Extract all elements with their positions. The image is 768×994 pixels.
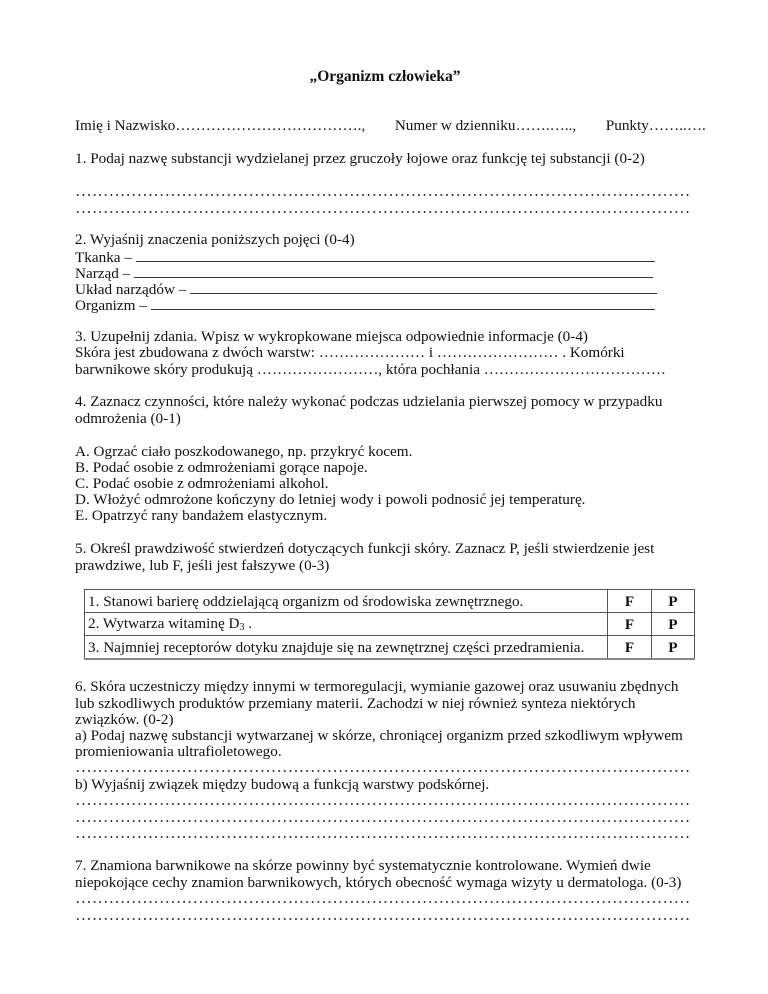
q3-blank-4[interactable]: ……………………………… xyxy=(483,361,666,378)
question-2: 2. Wyjaśnij znaczenia poniższych pojęci (0-4) xyxy=(75,231,355,248)
answer-line-q6b-1[interactable] xyxy=(75,792,691,809)
question-4-line-1: 4. Zaznacz czynności, które należy wykonać podczas udzielania pierwszej pomocy w przypadku xyxy=(75,393,663,410)
answer-line-q7-2[interactable] xyxy=(75,907,691,924)
question-6a-line-2: promieniowania ultrafioletowego. xyxy=(75,743,282,760)
q3-text: barwnikowe skóry produkują xyxy=(75,361,257,378)
answer-line-narzad[interactable] xyxy=(134,264,653,278)
answer-line-q6b-2[interactable] xyxy=(75,809,691,826)
q3-sentence-1 xyxy=(75,344,625,361)
question-6-line-1: 6. Skóra uczestniczy między innymi w termoregulacji, wymianie gazowej oraz usuwaniu zbędnych xyxy=(75,678,679,695)
q3-text: Skóra jest zbudowana z dwóch warstw: xyxy=(75,344,319,361)
false-option[interactable]: F xyxy=(608,590,651,613)
q3-blank-2[interactable]: …………………… xyxy=(436,344,559,361)
name-field[interactable]: ………………………………., xyxy=(175,117,366,134)
answer-line-q6b-3[interactable] xyxy=(75,825,691,842)
points-field[interactable]: ……..…. xyxy=(648,117,706,134)
question-6-line-3: związków. (0-2) xyxy=(75,711,174,728)
answer-line-q1-1[interactable] xyxy=(75,183,691,200)
option-c[interactable]: C. Podać osobie z odmrożeniami alkohol. xyxy=(75,475,329,492)
class-number-label: Numer w dzienniku xyxy=(394,117,516,134)
answer-line-uklad[interactable] xyxy=(190,280,657,294)
term-label: Organizm – xyxy=(75,297,147,314)
table-row xyxy=(85,636,695,660)
answer-line-q7-1[interactable] xyxy=(75,890,691,907)
question-4-line-2: odmrożenia (0-1) xyxy=(75,410,181,427)
term-row-organizm xyxy=(75,296,655,314)
term-label: Narząd – xyxy=(75,265,131,282)
question-6b: b) Wyjaśnij związek między budową a funkcją warstwy podskórnej. xyxy=(75,776,490,793)
q3-blank-3[interactable]: …………………… xyxy=(256,361,379,378)
true-option[interactable]: P xyxy=(651,636,694,660)
answer-line-organizm[interactable] xyxy=(151,296,655,310)
table-row xyxy=(85,613,695,636)
term-label: Układ narządów – xyxy=(75,281,187,298)
q3-sentence-2 xyxy=(75,361,666,378)
class-number-field[interactable]: …….….., xyxy=(515,117,577,134)
answer-line-q6a[interactable] xyxy=(75,759,691,776)
question-3: 3. Uzupełnij zdania. Wpisz w wykropkowane miejsca odpowiednie informacje (0-4) xyxy=(75,328,588,345)
option-a[interactable]: A. Ogrzać ciało poszkodowanego, np. przykryć kocem. xyxy=(75,443,413,460)
question-5-line-1: 5. Określ prawdziwość stwierdzeń dotyczących funkcji skóry. Zaznacz P, jeśli stwierdzenie jest xyxy=(75,540,655,557)
answer-line-q1-2[interactable] xyxy=(75,200,691,217)
answer-line-tkanka[interactable] xyxy=(136,248,655,262)
statement-text: 2. Wytwarza witaminę D xyxy=(88,614,240,632)
points-label: Punkty xyxy=(605,117,649,134)
table-row xyxy=(85,590,695,613)
q3-text: . Komórki xyxy=(558,344,625,361)
q3-text: , która pochłania xyxy=(378,361,484,378)
statement-cell: 3. Najmniej receptorów dotyku znajduje się na zewnętrznej części przedramienia. xyxy=(85,636,608,660)
subscript: 3 xyxy=(239,621,245,633)
option-e[interactable]: E. Opatrzyć rany bandażem elastycznym. xyxy=(75,507,328,524)
statement-cell: 1. Stanowi barierę oddzielającą organizm od środowiska zewnętrznego. xyxy=(85,590,608,613)
student-info-row xyxy=(75,117,706,134)
true-option[interactable]: P xyxy=(651,590,694,613)
question-1: 1. Podaj nazwę substancji wydzielanej przez gruczoły łojowe oraz funkcję tej substancji (0-2) xyxy=(75,150,645,167)
statement-cell xyxy=(85,613,608,636)
question-5-line-2: prawdziwe, lub F, jeśli jest fałszywe (0-3) xyxy=(75,557,330,574)
question-6-line-2: lub szkodliwych produktów przemiany materii. Zachodzi w niej również synteza niektórych xyxy=(75,695,636,712)
q3-blank-1[interactable]: ………………… xyxy=(318,344,426,361)
option-d[interactable]: D. Włożyć odmrożone kończyny do letniej wody i powoli podnosić jej temperaturę. xyxy=(75,491,586,508)
false-option[interactable]: F xyxy=(608,636,651,660)
question-7-line-2: niepokojące cechy znamion barwnikowych, których obecność wymaga wizyty u dermatologa. (0-3) xyxy=(75,874,682,891)
q3-text: i xyxy=(425,344,437,361)
page-title: „Organizm człowieka” xyxy=(309,68,461,85)
true-option[interactable]: P xyxy=(651,613,694,636)
option-b[interactable]: B. Podać osobie z odmrożeniami gorące napoje. xyxy=(75,459,368,476)
statement-suffix: . xyxy=(244,614,253,632)
false-option[interactable]: F xyxy=(608,613,651,636)
question-7-line-1: 7. Znamiona barwnikowe na skórze powinny być systematycznie kontrolowane. Wymień dwie xyxy=(75,857,651,874)
true-false-table xyxy=(84,589,695,660)
question-6a-line-1: a) Podaj nazwę substancji wytwarzanej w skórze, chroniącej organizm przed szkodliwym wpływem xyxy=(75,727,683,744)
name-label: Imię i Nazwisko xyxy=(75,117,176,134)
term-label: Tkanka – xyxy=(75,249,132,266)
